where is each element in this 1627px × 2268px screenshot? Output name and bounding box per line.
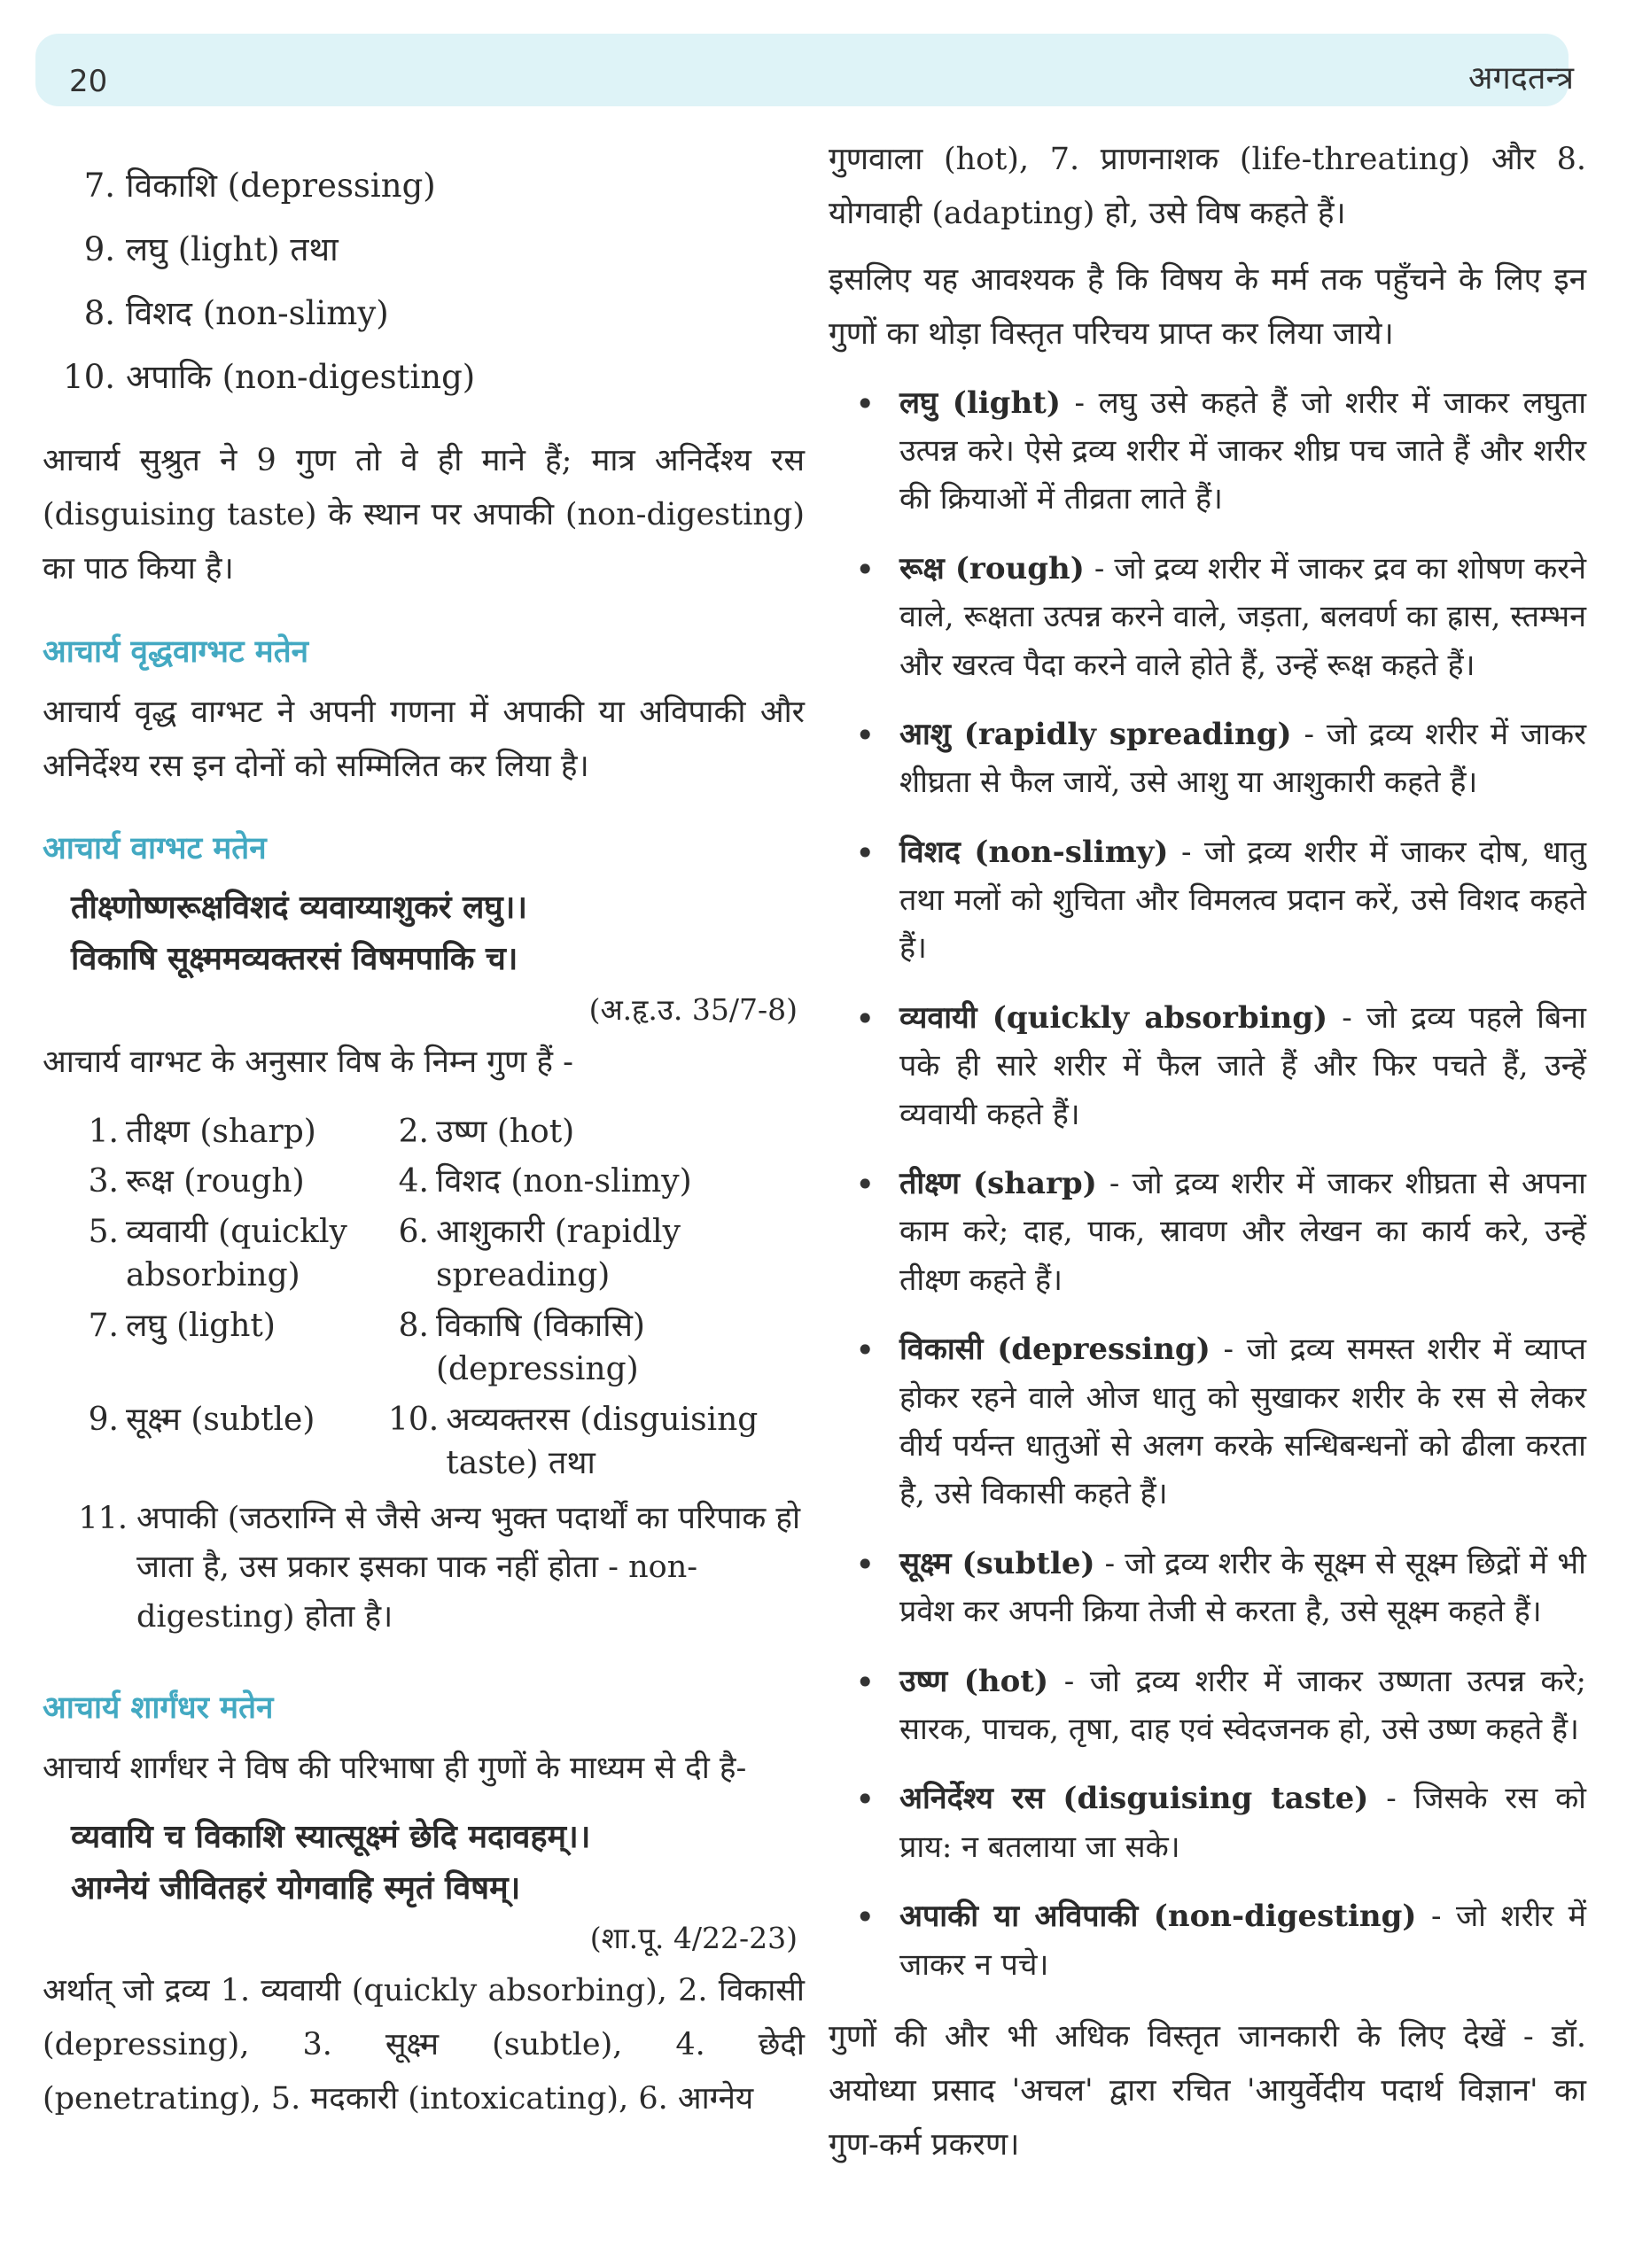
bullet-icon: • <box>855 549 876 589</box>
bullet-term: लघु (light) <box>899 384 1061 421</box>
grid-item: 10. अव्यक्तरस (disguising taste) तथा <box>388 1402 759 1482</box>
list-item: 8. विशद (non-slimy) <box>83 294 389 332</box>
shloka-sharngadhar <box>43 1812 805 1914</box>
bullet-icon: • <box>855 833 876 873</box>
paragraph-isliye: इसलिए यह आवश्यक है कि विषय के मर्म तक पहुँचने के लिए इन गुणों का थोड़ा विस्तृत परिचय प्राप्त कर लिया जाये। <box>829 261 1586 352</box>
bullet-icon: • <box>855 998 876 1038</box>
bullet-term: आशु (rapidly spreading) <box>899 716 1292 752</box>
bullet-term: तीक्ष्ण (sharp) <box>899 1166 1097 1202</box>
bullet-item <box>829 994 1586 1138</box>
bullet-desc: - जो शरीर में जाकर न पचे। <box>899 1899 1586 1983</box>
list-item: 10. अपाकि (non-digesting) <box>63 358 476 396</box>
shloka-line: आग्नेयं जीवितहरं योगवाहि स्मृतं विषम्। <box>71 1868 521 1907</box>
paragraph-sharngadhar: आचार्य शार्गंधर ने विष की परिभाषा ही गुणों के माध्यम से दी है- <box>43 1751 747 1787</box>
heading-sharngadhar: आचार्य शार्गंधर मतेन <box>43 1690 274 1727</box>
bullet-term: सूक्ष्म (subtle) <box>899 1545 1095 1581</box>
page-number: 20 <box>69 64 108 99</box>
grid-item: 3. रूक्ष (rough) <box>88 1163 305 1200</box>
heading-vriddha-vagbhata: आचार्य वृद्धवाग्भट मतेन <box>43 633 309 670</box>
bullet-desc: - जो द्रव्य समस्त शरीर में व्याप्त होकर रहने वाले ओज धातु को सुखाकर शरीर के रस से लेकर वीर्य पर्यन्त धातुओं से अलग करके सन्धिबन्धनों को ढीला करता है, उसे विकासी कहते हैं। <box>899 1332 1586 1512</box>
shloka-line: तीक्ष्णोष्णरूक्षविशदं व्यवाय्याशुकरं लघु।। <box>71 889 527 927</box>
paragraph-arthat: अर्थात् जो द्रव्य 1. व्यवायी (quickly absorbing), 2. विकासी (depressing), 3. सूक्ष्म (subtle), 4. छेदी (penetrating), 5. मदकारी (intoxicating), 6. आग्नेय <box>43 1973 805 2117</box>
bullet-icon: • <box>855 1662 876 1702</box>
list-item-11: 11. अपाकी (जठराग्नि से जैसे अन्य भुक्त पदार्थों का परिपाक हो जाता है, उस प्रकार इसका पाक नहीं होता - non-digesting) होता है। <box>78 1501 801 1635</box>
bullet-term: विकासी (depressing) <box>899 1332 1211 1368</box>
bullet-icon: • <box>855 1898 876 1938</box>
bullet-icon: • <box>855 1780 876 1820</box>
bullet-item <box>829 828 1586 973</box>
bullet-item <box>829 1540 1586 1636</box>
citation-sharngadhar: (शा.पू. 4/22-23) <box>589 1921 798 1956</box>
paragraph-sushruta: आचार्य सुश्रुत ने 9 गुण तो वे ही माने हैं; मात्र अनिर्देश्य रस (disguising taste) के स्थान पर अपाकी (non-digesting) का पाठ किया है। <box>43 443 805 586</box>
grid-item: 2. उष्ण (hot) <box>398 1113 575 1150</box>
bullet-item <box>829 379 1586 524</box>
bullet-icon: • <box>855 1331 876 1371</box>
bullet-item <box>829 1325 1586 1518</box>
bullet-desc: - जो द्रव्य शरीर में जाकर उष्णता उत्पन्न करे; सारक, पाचक, तृषा, दाह एवं स्वेदजनक हो, उसे उष्ण कहते हैं। <box>899 1663 1586 1747</box>
left-column <box>43 133 805 2126</box>
list-item: 7. विकाशि (depressing) <box>83 167 436 205</box>
qualities-grid <box>78 1111 805 1487</box>
grid-item: 1. तीक्ष्ण (sharp) <box>88 1113 316 1150</box>
grid-item: 6. आशुकारी (rapidly spreading) <box>398 1214 681 1294</box>
bullet-term: रूक्ष (rough) <box>899 550 1085 586</box>
grid-item: 4. विशद (non-slimy) <box>398 1163 692 1200</box>
heading-vagbhata: आचार्य वाग्भट मतेन <box>43 831 267 867</box>
bullet-item <box>829 1160 1586 1304</box>
bullet-desc: - जो द्रव्य शरीर में जाकर द्रव का शोषण करने वाले, रूक्षता उत्पन्न करने वाले, जड़ता, बलवर्ण का ह्रास, स्तम्भन और खरत्व पैदा करने वाले होते हैं, उन्हें रूक्ष कहते हैं। <box>899 550 1586 683</box>
shloka-line: व्यवायि च विकाशि स्यात्सूक्ष्मं छेदि मदावहम्।। <box>71 1817 591 1855</box>
bullet-item <box>829 711 1586 807</box>
bullet-desc: - जो द्रव्य शरीर में जाकर दोष, धातु तथा मलों को शुचिता और विमलत्व प्रदान करें, उसे विशद कहते हैं। <box>899 834 1586 967</box>
qualities-bullet-list <box>829 379 1586 1989</box>
bullet-desc: - जिसके रस को प्राय: न बतलाया जा सके। <box>899 1781 1586 1865</box>
header-band <box>35 34 1569 106</box>
grid-item: 8. विकाषि (विकासि) (depressing) <box>398 1308 645 1388</box>
bullet-desc: - जो द्रव्य शरीर के सूक्ष्म से सूक्ष्म छिद्रों में भी प्रवेश कर अपनी क्रिया तेजी से करता है, उसे सूक्ष्म कहते हैं। <box>899 1545 1586 1630</box>
paragraph-vagbhata-intro: आचार्य वाग्भट के अनुसार विष के निम्न गुण हैं - <box>43 1044 573 1080</box>
shloka-line: विकाषि सूक्ष्ममव्यक्तरसं विषमपाकि च। <box>71 940 518 978</box>
bullet-term: अनिर्देश्य रस (disguising taste) <box>899 1781 1369 1817</box>
bullet-desc: - जो द्रव्य शरीर में जाकर शीघ्रता से अपना काम करे; दाह, पाक, स्रावण और लेखन का कार्य करे, उन्हें तीक्ष्ण कहते हैं। <box>899 1166 1586 1298</box>
shloka-vagbhata <box>43 882 805 984</box>
bullet-icon: • <box>855 715 876 755</box>
bullet-term: अपाकी या अविपाकी (non-digesting) <box>899 1899 1417 1935</box>
book-title: अगदतन्त्र <box>1468 60 1574 97</box>
bullet-desc: - लघु उसे कहते हैं जो शरीर में जाकर लघुता उत्पन्न करे। ऐसे द्रव्य शरीर में जाकर शीघ्र पच जाते हैं और शरीर की क्रियाओं में तीव्रता लाते हैं। <box>899 384 1586 517</box>
bullet-item <box>829 1892 1586 1989</box>
right-column <box>829 133 1586 2172</box>
bullet-desc: - जो द्रव्य शरीर में जाकर शीघ्रता से फैल जायें, उसे आशु या आशुकारी कहते हैं। <box>899 716 1586 801</box>
grid-item: 9. सूक्ष्म (subtle) <box>88 1402 315 1439</box>
bullet-icon: • <box>855 1544 876 1584</box>
bullet-item <box>829 1658 1586 1754</box>
list-item: 9. लघु (light) तथा <box>83 230 339 268</box>
paragraph-continued: गुणवाला (hot), 7. प्राणनाशक (life-threating) और 8. योगवाही (adapting) हो, उसे विष कहते हैं। <box>829 142 1586 231</box>
grid-item: 5. व्यवायी (quickly absorbing) <box>88 1214 347 1294</box>
bullet-icon: • <box>855 1165 876 1205</box>
bullet-icon: • <box>855 384 876 423</box>
bullet-item <box>829 545 1586 689</box>
bullet-desc: - जो द्रव्य पहले बिना पके ही सारे शरीर में फैल जाते हैं और फिर पचते हैं, उन्हें व्यवायी कहते हैं। <box>899 999 1586 1132</box>
bullet-term: विशद (non-slimy) <box>899 834 1169 870</box>
numbered-list-top <box>43 154 805 409</box>
bullet-item <box>829 1775 1586 1871</box>
bullet-term: उष्ण (hot) <box>899 1663 1049 1699</box>
bullet-term: व्यवायी (quickly absorbing) <box>899 999 1328 1036</box>
grid-item: 7. लघु (light) <box>88 1308 276 1345</box>
citation-vagbhata: (अ.हृ.उ. 35/7-8) <box>588 991 798 1027</box>
paragraph-vriddha-vagbhata: आचार्य वृद्ध वाग्भट ने अपनी गणना में अपाकी या अविपाकी और अनिर्देश्य रस इन दोनों को सम्मिलित कर लिया है। <box>43 694 805 784</box>
paragraph-final: गुणों की और भी अधिक विस्तृत जानकारी के लिए देखें - डॉ. अयोध्या प्रसाद 'अचल' द्वारा रचित 'आयुर्वेदीय पदार्थ विज्ञान' का गुण-कर्म प्रकरण। <box>829 2018 1586 2163</box>
